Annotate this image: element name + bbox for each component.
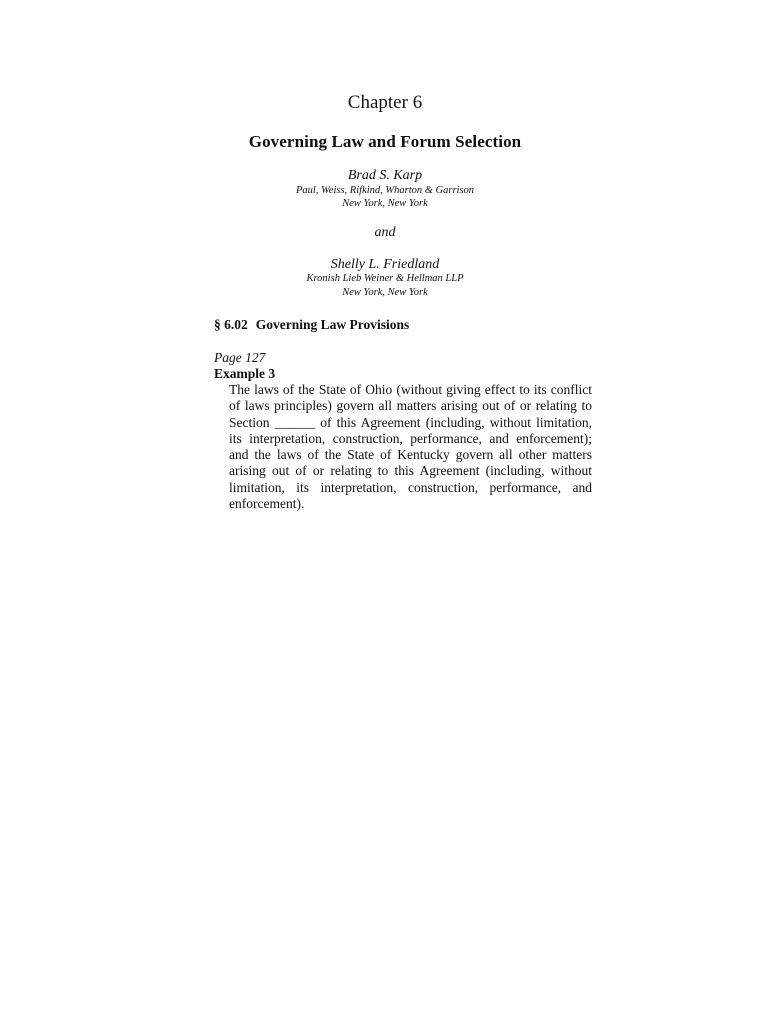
author-2-name: Shelly L. Friedland bbox=[330, 257, 440, 272]
section-title: Governing Law Provisions bbox=[255, 317, 410, 332]
example-label: Example 3 bbox=[214, 366, 276, 381]
section-heading bbox=[214, 317, 409, 333]
author-conjunction: and bbox=[374, 225, 396, 240]
chapter-label: Chapter 6 bbox=[347, 92, 423, 113]
example-text: The laws of the State of Ohio (without giving effect to its conflict of laws principles) govern all matters arising out of or relating to Section ______ of this Agreement (including, without limitation, its interpretation, construction, performance, and enforcement); and the laws of the State of Kentucky govern all other matters arising out of or relating to this Agreement (including, without limitation, its interpretation, construction, performance, and enforcement). bbox=[229, 382, 592, 512]
author-1-location: New York, New York bbox=[342, 198, 428, 209]
author-2-firm: Kronish Lieb Weiner & Hellman LLP bbox=[306, 273, 464, 284]
section-number: § 6.02 bbox=[214, 317, 248, 332]
author-1-name: Brad S. Karp bbox=[347, 168, 423, 183]
chapter-title: Governing Law and Forum Selection bbox=[248, 132, 522, 151]
page-reference: Page 127 bbox=[214, 350, 266, 365]
author-1-firm: Paul, Weiss, Rifkind, Wharton & Garrison bbox=[295, 185, 475, 196]
author-2-location: New York, New York bbox=[342, 287, 428, 298]
